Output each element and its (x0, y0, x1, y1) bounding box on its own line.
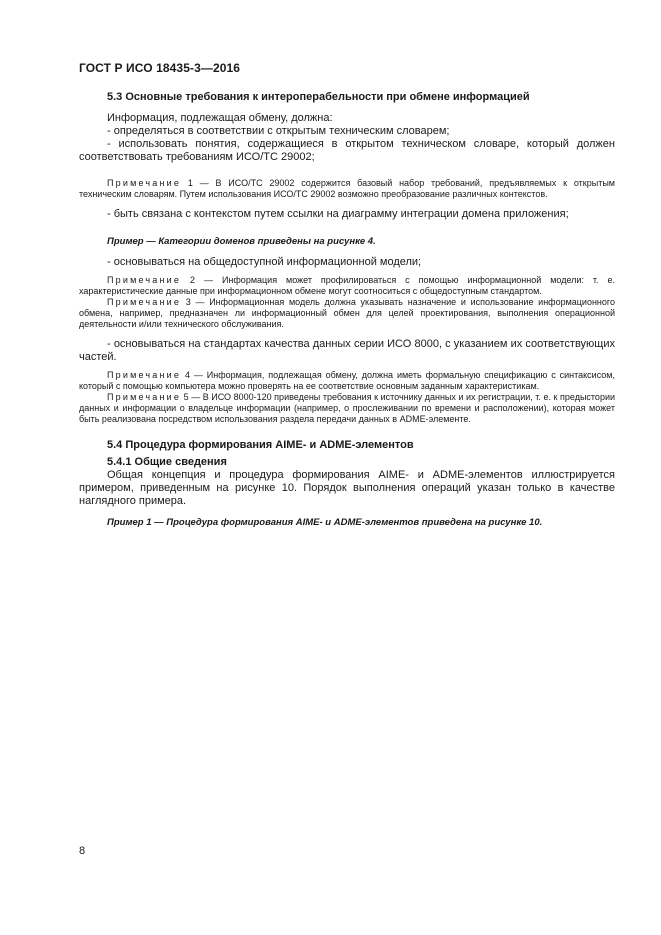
note-label: Примечание (107, 392, 182, 402)
section-heading-5-3: 5.3 Основные требования к интероперабельности при обмене информацией (107, 91, 530, 103)
note-label: Примечание (107, 275, 182, 285)
section-heading-5-4: 5.4 Процедура формирования AIME- и ADME-элементов (107, 439, 414, 451)
example-text: — Категории доменов приведены на рисунке 4. (143, 236, 376, 247)
note-2 (79, 275, 615, 297)
note-label: Примечание (107, 178, 182, 188)
note-1 (79, 178, 615, 200)
note-text: 1 — В ИСО/ТС 29002 содержится базовый набор требований, предъявляемых к открытым техническим словарям. Путем использования ИСО/ТС 29002 возможно преобразование различных контекстов. (79, 178, 615, 199)
page-number: 8 (79, 845, 86, 857)
list-item: - основываться на общедоступной информационной модели; (107, 256, 422, 268)
body-paragraph: Общая концепция и процедура формирования AIME- и ADME-элементов иллюстрируется примером, приведенным на рисунке 10. Порядок выполнения операций указан только в качестве наглядного примера. (79, 469, 615, 507)
note-label: Примечание (107, 297, 182, 307)
example-1 (79, 516, 615, 529)
note-5 (79, 392, 615, 425)
page-content (79, 91, 615, 529)
note-label: Примечание (107, 370, 182, 380)
example-text: — Процедура формирования AIME- и ADME-элементов приведена на рисунке 10. (151, 517, 543, 528)
list-item: - быть связана с контекстом путем ссылки на диаграмму интеграции домена приложения; (107, 208, 569, 220)
note-text: 2 — Информация может профилироваться с помощью информационной модели: т. е. характеристические данные при информационном обмене могут соотноситься с общедоступным стандартом. (79, 275, 615, 296)
note-text: 4 — Информация, подлежащая обмену, должна иметь формальную спецификацию с синтаксисом, который с помощью компьютера можно проверять на ее соответствие основным заданным характеристикам. (79, 370, 615, 391)
list-item: - определяться в соответствии с открытым техническим словарем; (107, 125, 450, 137)
example-label: Пример (107, 236, 144, 247)
subsection-heading-5-4-1: 5.4.1 Общие сведения (107, 456, 227, 468)
note-text: 3 — Информационная модель должна указывать назначение и использование информационного обмена, например, предназначен ли информационный обмен для целей проектирования, выполнения операционной деятельности и/или технического обслуживания. (79, 297, 615, 329)
example-label: Пример 1 (107, 517, 152, 528)
example-domains (79, 235, 615, 248)
intro-paragraph: Информация, подлежащая обмену, должна: (107, 112, 333, 124)
note-4 (79, 370, 615, 392)
list-item: - основываться на стандартах качества данных серии ИСО 8000, с указанием их соответствующих частей. (79, 338, 615, 363)
document-header: ГОСТ Р ИСО 18435-3—2016 (79, 61, 241, 75)
note-text: 5 — В ИСО 8000-120 приведены требования к источнику данных и их регистрации, т. е. к предыстории данных и информации о владельце информации (например, о прослеживании по времени и расположении), которая может быть реализована посредством использования раздела передачи данных в ADME-элементе. (79, 392, 615, 424)
note-3 (79, 297, 615, 330)
list-item: - использовать понятия, содержащиеся в открытом техническом словаре, который должен соответствовать требованиям ИСО/ТС 29002; (79, 138, 615, 163)
